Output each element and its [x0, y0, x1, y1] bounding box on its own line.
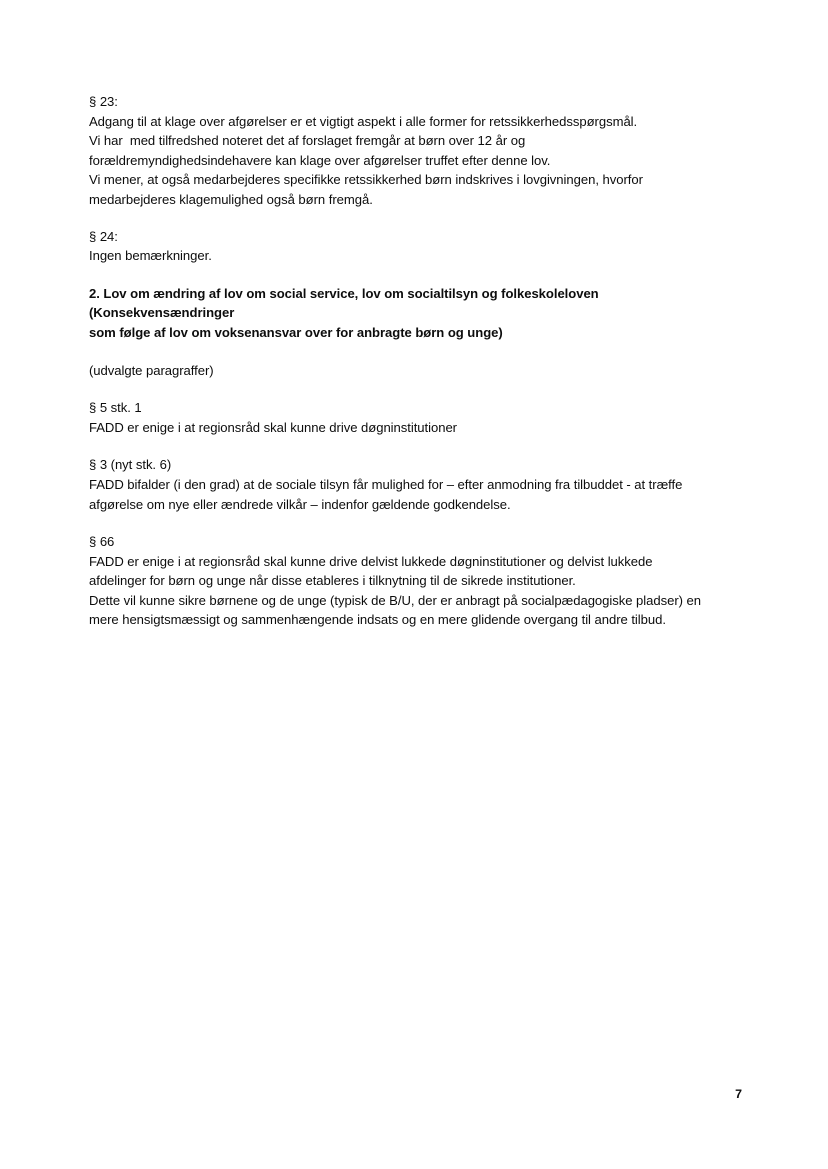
section-line: Ingen bemærkninger.: [89, 248, 212, 264]
law-heading-line: 2. Lov om ændring af lov om social service, lov om socialtilsyn og folkeskoleloven (Konsekvensændringer: [89, 285, 603, 321]
law-heading-2: [89, 284, 731, 343]
section-line: FADD er enige i at regionsråd skal kunne drive delvist lukkede døgninstitutioner og delvist lukkede: [89, 553, 653, 569]
section-line: medarbejderes klagemulighed også børn fremgå.: [89, 191, 373, 207]
block-spacer: [89, 380, 731, 398]
section-line: Vi mener, at også medarbejderes specifikke retssikkerhed børn indskrives i lovgivningen, hvorfor: [89, 172, 643, 188]
block-spacer: [89, 210, 731, 227]
block-spacer: [89, 437, 731, 455]
section-line: Adgang til at klage over afgørelser er et vigtigt aspekt i alle former for retssikkerhedsspørgsmål.: [89, 113, 638, 129]
section-line: afgørelse om nye eller ændrede vilkår – indenfor gældende godkendelse.: [89, 496, 511, 512]
section-line: mere hensigtsmæssigt og sammenhængende indsats og en mere glidende overgang til andre tilbud.: [89, 612, 666, 628]
section-heading: § 3 (nyt stk. 6): [89, 457, 172, 473]
section-line: FADD bifalder (i den grad) at de sociale tilsyn får mulighed for – efter anmodning fra tilbuddet - at træffe: [89, 476, 683, 492]
selected-paragraphs-note: [89, 361, 731, 381]
section-line: Dette vil kunne sikre børnene og de unge (typisk de B/U, der er anbragt på socialpædagogiske pladser) en: [89, 592, 702, 608]
note-line: (udvalgte paragraffer): [89, 362, 214, 378]
section-paragraph-3-nyt-stk-6: [89, 455, 731, 514]
section-paragraph-5-stk-1: [89, 398, 731, 437]
block-spacer: [89, 514, 731, 532]
block-spacer: [89, 343, 731, 361]
section-heading: § 24:: [89, 228, 118, 244]
document-body: [89, 92, 731, 630]
page-number: 7: [735, 1087, 742, 1101]
section-heading: § 66: [89, 534, 115, 550]
section-heading: § 23:: [89, 94, 118, 109]
section-line: Vi har med tilfredshed noteret det af forslaget fremgår at børn over 12 år og: [89, 133, 526, 149]
section-paragraph-66: [89, 532, 731, 630]
section-line: afdelinger for børn og unge når disse etableres i tilknytning til de sikrede institutioner.: [89, 573, 576, 589]
section-line: FADD er enige i at regionsråd skal kunne drive døgninstitutioner: [89, 419, 457, 435]
section-heading: § 5 stk. 1: [89, 400, 142, 416]
section-paragraph-24: [89, 227, 731, 266]
section-paragraph-23: [89, 92, 731, 210]
block-spacer: [89, 266, 731, 284]
section-line: forældremyndighedsindehavere kan klage over afgørelser truffet efter denne lov.: [89, 152, 551, 168]
law-heading-line: som følge af lov om voksenansvar over for anbragte børn og unge): [89, 324, 503, 340]
